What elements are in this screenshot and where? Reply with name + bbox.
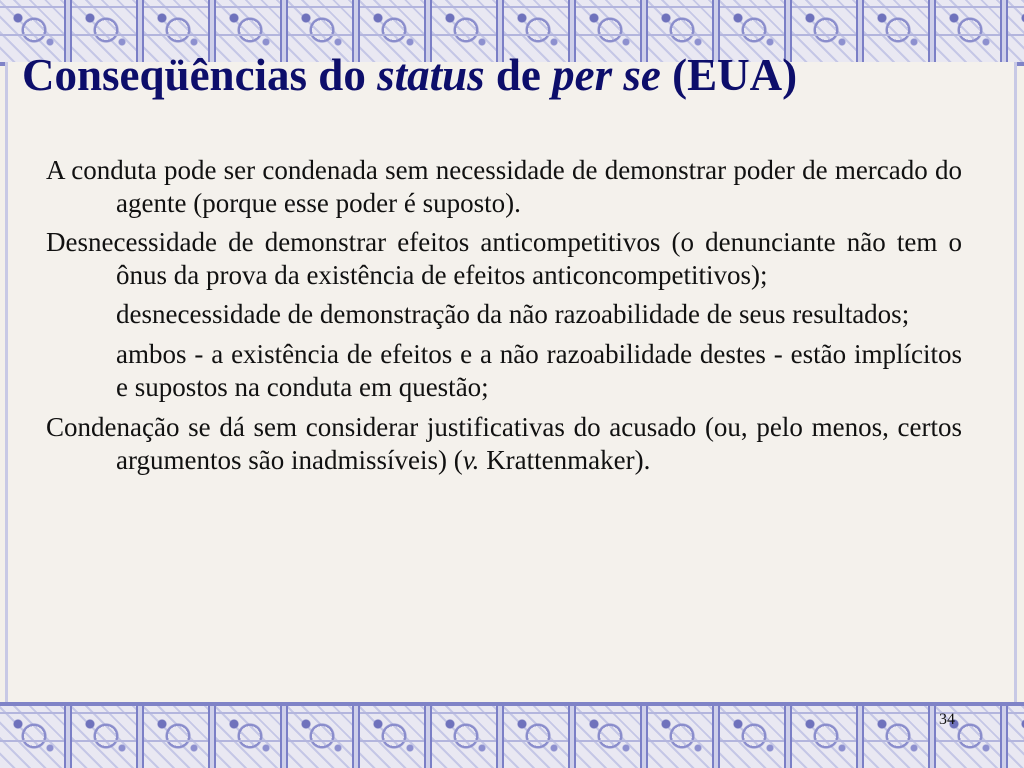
title-italic-status: status [377,50,485,100]
justifications-italic-reference: v. [462,445,480,475]
page-number: 34 [939,711,955,728]
sub-bullet-implicit-effects: ambos - a existência de efeitos e a não razoabilidade destes - estão implícitos e supostos na conduta em questão; [116,339,962,402]
slide-bullet-list [46,154,962,483]
justifications-text-after: Krattenmaker). [479,445,651,475]
sub-bullet-unreasonableness: desnecessidade de demonstração da não razoabilidade de seus resultados; [116,299,910,329]
title-text-part-1: Conseqüências do [22,50,378,100]
slide-title [22,46,797,104]
title-italic-per-se: per se [552,50,661,100]
bullet-market-power: A conduta pode ser condenada sem necessidade de demonstrar poder de mercado do agente (porque esse poder é suposto). [46,155,962,218]
decorative-bottom-border [0,706,1024,768]
bullet-anticompetitive-effects: Desnecessidade de demonstrar efeitos anticompetitivos (o denunciante não tem o ônus da prova da existência de efeitos anticoncompetitivos); [46,227,962,290]
justifications-text-before: Condenação se dá sem considerar justificativas do acusado (ou, pelo menos, certos argumentos são inadmissíveis) ( [46,412,962,475]
bullet-justifications [46,411,962,477]
title-text-part-2: de [484,50,553,100]
title-text-part-3: (EUA) [660,50,798,100]
